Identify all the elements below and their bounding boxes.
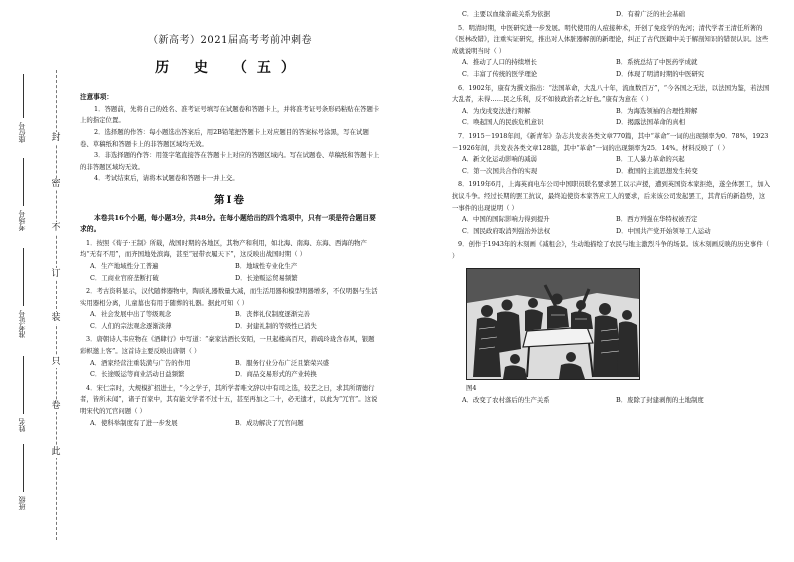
figure-options	[452, 395, 770, 407]
section-description: 本卷共16个小题，每小题3分，共48分。在每小题给出的四个选项中，只有一项是符合题目要求的。	[80, 213, 376, 234]
figure-label: 图4	[466, 384, 477, 393]
question	[80, 383, 380, 429]
option: B．为海选领袖的合理性辩解	[616, 106, 698, 115]
option: A．中国的国际影响力得到提升	[462, 215, 550, 224]
option: A．生产地域性分工普遍	[90, 261, 159, 270]
option: D．长途贩运贸易频繁	[235, 273, 298, 282]
option: B．工人暴力革命的兴起	[616, 155, 685, 164]
option: B．服务行业分布广泛且繁荣兴盛	[235, 358, 330, 367]
seal-char: 卷	[51, 401, 61, 411]
option: B．废除了封建剥削的土地制度	[616, 396, 704, 405]
section-title: 第Ⅰ卷	[214, 193, 246, 206]
field-ticket-no: 准考证号	[18, 310, 26, 338]
question-stem: 7．1915－1918年间，《新青年》杂志共发表各类文章770篇，其中“革命”一词的出现频率为0．78%，1923－1926年间，共发表各类文章128篇，其中“革命”一词的出现频率为25．14%。材料反映了（ ）	[452, 131, 769, 152]
field-class: 班级	[18, 496, 26, 510]
question-stem: 2．考古资料显示，汉代随葬器物中，陶质礼器数量大减，而生活用器和模型明器增多，不仅明器与生活实用器相分离，儿童墓也有用于随葬的礼器。据此可知（ ）	[80, 287, 378, 307]
option: A．社会发展中出了等级观念	[90, 310, 172, 319]
question	[452, 131, 770, 177]
option: D．有着广泛的社会基础	[616, 10, 686, 18]
seal-char: 只	[51, 357, 61, 367]
option: D．中国共产党开始领导工人运动	[616, 226, 711, 235]
question-continued	[452, 9, 770, 21]
question	[452, 83, 770, 129]
option: B．成功解决了冗官问题	[235, 418, 304, 427]
seal-char: 密	[51, 179, 61, 189]
seal-char: 此	[51, 447, 61, 457]
option: C．国民政府取消列强治外法权	[462, 226, 550, 235]
field-room-no: 考场号	[18, 210, 26, 231]
option: D．揭露法国革命的真相	[616, 118, 686, 127]
seal-char: 封	[51, 133, 61, 143]
note-item: 2．选择题的作答：每小题选出答案后，用2B铅笔把答题卡上对应题目的答案标号涂黑，写在试题卷、草稿纸和答题卡上的非答题区域均无效。	[80, 127, 369, 148]
seal-char: 不	[51, 223, 61, 233]
option: C．工商业官府垄断打破	[90, 273, 159, 282]
seal-char: 订	[51, 269, 61, 279]
subject-title: 历 史 （五）	[155, 59, 305, 76]
option: C．第一次国共合作的实现	[462, 166, 538, 175]
option: A．新文化运动影响的减弱	[462, 155, 537, 164]
field-seat-no: 座位号	[18, 122, 26, 143]
option: B．西方列强在华特权被否定	[616, 215, 698, 224]
option: C．主要以血缘亲疏关系为依据	[462, 10, 550, 18]
question	[80, 334, 380, 380]
question-stem: 5．明清时期，中医研究进一步发展。明代使用的人痘接种术，开创了免疫学的先河；清代学者王清任所著的《医林改错》，注重实证研究，推出对人体脏器解剖的新理论，纠正了古代医籍中关于解剖知识的错误认识。这些成就说明当时（ ）	[452, 23, 769, 55]
question	[80, 238, 380, 284]
note-item: 3．非选择题的作答：用签字笔直接答在答题卡上对应的答题区域内。写在试题卷、草稿纸和答题卡上的非答题区域均无效。	[80, 151, 380, 171]
option: B．地域性专业化生产	[235, 261, 298, 270]
option: C．长途贩运等商业活动日益频繁	[90, 370, 185, 379]
option: A．改变了农村落后的生产关系	[462, 396, 550, 405]
option: A．使科举制度有了进一步发展	[90, 418, 178, 427]
field-line	[23, 74, 24, 118]
option: A．为戊戌变法进行辩解	[462, 106, 531, 115]
notes-title: 注意事项：	[80, 93, 113, 102]
field-line	[23, 158, 24, 206]
woodcut-illustration	[466, 268, 640, 380]
left-column	[80, 28, 380, 429]
field-line	[23, 444, 24, 492]
seal-char: 装	[51, 313, 61, 323]
exam-title: （新高考）2021届高考考前冲刺卷	[148, 35, 312, 46]
question-stem: 9．创作于1943年的木刻画《减租会》，生动地描绘了农民与地主激烈斗争的场景。该木刻画反映的历史事件（ ）	[452, 240, 770, 260]
option: A．推动了人口的持续增长	[462, 58, 537, 67]
option: D．救国的主流思想发生转变	[616, 166, 698, 175]
option: D．商品交易形式的产业转换	[235, 370, 317, 379]
option: D．体现了明清时期的中医研究	[616, 69, 705, 78]
option: C．唤起国人的民族危机意识	[462, 118, 544, 127]
woodcut-image	[467, 269, 639, 379]
question-stem: 3．唐朝诗人韦应物在《酒肆行》中写道：“豪家沽酒长安陌，一旦起楼高百尺，碧疏玲珑含春风，银题彩帜邀上客”。这首诗主要反映出唐朝（ ）	[80, 335, 375, 356]
question	[452, 179, 770, 237]
question	[452, 23, 770, 81]
option: B．系统总结了中医药学成就	[616, 58, 698, 67]
option: B．丧葬礼仪制度逐渐完善	[235, 310, 310, 319]
option: C．丰富了传统的医学理论	[462, 69, 538, 78]
right-column	[452, 7, 770, 407]
option: A．酒家经营注重装潢与广告的作用	[90, 358, 191, 367]
option: C．人们的宗法观念逐渐淡薄	[90, 321, 172, 330]
question-stem: 1．按照《荀子·王制》所载，战国时期的各地区，其物产和利用，如北海、南海、东海、西海的物产均“无有不用”，而齐国地处滨海，甚至“冠带衣履天下”，这反映出战国时期（ ）	[80, 238, 367, 259]
note-item: 1．答题前，先将自己的姓名、准考证号填写在试题卷和答题卡上，并将准考证号条形码粘贴在答题卡上的指定位置。	[80, 104, 380, 125]
question-stem: 6．1902年，康有为撰文指出：“法国革命，大乱八十年，流血数百万”，“今各国之无法，以法国为鉴，若法国大乱者，未得……民之乐利，反不如彼政治者之好也。”康有为意在（ ）	[452, 83, 770, 104]
note-item: 4．考试结束后，请将本试题卷和答题卡一并上交。	[94, 174, 239, 183]
field-line	[23, 356, 24, 414]
question	[452, 239, 770, 262]
field-name: 姓名	[18, 418, 26, 432]
option: D．封建礼制的等级性已消失	[235, 321, 317, 330]
field-line	[23, 248, 24, 306]
question-stem: 4．宋仁宗时，大规模扩招进士，“今之学子，其所学者唯文辞以中有司之选，较艺之日，求其所谓德行者，皆所未闻”，诸子百家中，其有能文学者不过十五，甚至再加之二十，必无遗才，以此为“冗官”。这说明宋代的冗官问题（ ）	[80, 383, 378, 416]
question	[80, 286, 380, 332]
question-stem: 8．1919年6月，上海英商电车公司中国职员联名要求罢工以示声援，遭到英国资本家拒绝，遂全体罢工，加入抗议斗争。经过长期的罢工抗议，最终迫使资本家答应工人的要求，后来该公司发起罢工，其背后的新趋势，这一事件的出现说明（ ）	[452, 180, 770, 212]
